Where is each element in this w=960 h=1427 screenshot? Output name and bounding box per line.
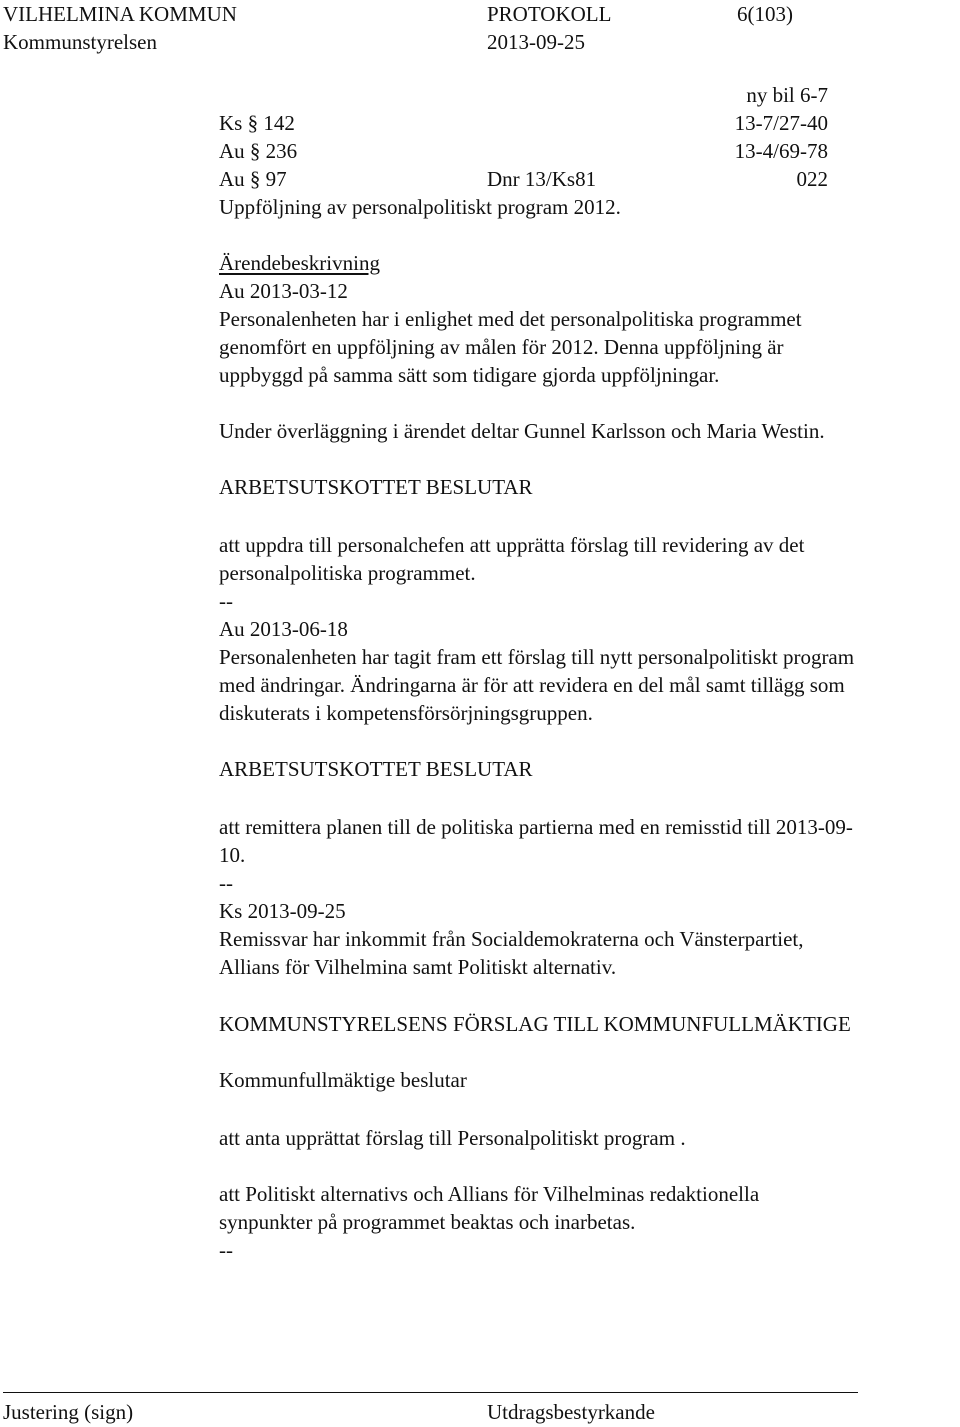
separator: -- [219,589,233,613]
resolution-line: att Politiskt alternativs och Allians för Vilhelminas redaktionella [219,1182,760,1206]
decision-text-line: att uppdra till personalchefen att upprätta förslag till revidering av det [219,533,805,557]
council-decides: Kommunfullmäktige beslutar [219,1068,467,1092]
au1-text-line: genomfört en uppföljning av målen för 2012. Denna uppföljning är [219,335,784,359]
resolution-line: att anta upprättat förslag till Personalpolitiskt program . [219,1126,686,1150]
separator: -- [219,871,233,895]
document-type: PROTOKOLL [487,2,612,26]
decision-text-line: att remittera planen till de politiska partierna med en remisstid till 2013-09- [219,815,853,839]
meeting-date: 2013-09-25 [487,30,585,54]
ref-row-ref: 13-7/27-40 [734,111,828,135]
au1-text-line: Personalenheten har i enlighet med det personalpolitiska programmet [219,307,802,331]
ref-row-id: Au § 97 [219,167,287,191]
ref-row-ref: 13-4/69-78 [734,139,828,163]
decision-title: ARBETSUTSKOTTET BESLUTAR [219,475,533,499]
footer-justering: Justering (sign) [3,1400,134,1424]
au1-text-line: uppbyggd på samma sätt som tidigare gjorda uppföljningar. [219,363,720,387]
ref-row-id: Ks § 142 [219,111,295,135]
ks-text-line: Remissvar har inkommit från Socialdemokraterna och Vänsterpartiet, [219,927,804,951]
decision-text-line: 10. [219,843,246,867]
decision-text-line: personalpolitiska programmet. [219,561,476,585]
attachment-ref: ny bil 6-7 [746,83,828,107]
municipality-name: VILHELMINA KOMMUN [3,2,237,26]
ref-row-ref: 022 [796,167,828,191]
au2-text-line: diskuterats i kompetensförsörjningsgruppen. [219,701,593,725]
resolution-line: synpunkter på programmet beaktas och inarbetas. [219,1210,636,1234]
ref-row-id: Au § 236 [219,139,298,163]
page-number: 6(103) [737,2,793,26]
au1-date: Au 2013-03-12 [219,279,348,303]
committee-name: Kommunstyrelsen [3,30,157,54]
footer-utdrag: Utdragsbestyrkande [487,1400,655,1424]
au2-date: Au 2013-06-18 [219,617,348,641]
separator: -- [219,1238,233,1262]
ref-row-dnr: Dnr 13/Ks81 [487,167,597,191]
ks-date: Ks 2013-09-25 [219,899,346,923]
section-heading: Ärendebeskrivning [219,251,380,275]
signature-rule [3,1392,858,1393]
au2-text-line: Personalenheten har tagit fram ett förslag till nytt personalpolitiskt program [219,645,855,669]
proposal-title: KOMMUNSTYRELSENS FÖRSLAG TILL KOMMUNFULLMÄKTIGE [219,1012,851,1036]
au2-text-line: med ändringar. Ändringarna är för att revidera en del mål samt tillägg som [219,673,845,697]
subject-line: Uppföljning av personalpolitiskt program 2012. [219,195,621,219]
ks-text-line: Allians för Vilhelmina samt Politiskt alternativ. [219,955,617,979]
deliberation-note: Under överläggning i ärendet deltar Gunnel Karlsson och Maria Westin. [219,419,825,443]
decision-title: ARBETSUTSKOTTET BESLUTAR [219,757,533,781]
